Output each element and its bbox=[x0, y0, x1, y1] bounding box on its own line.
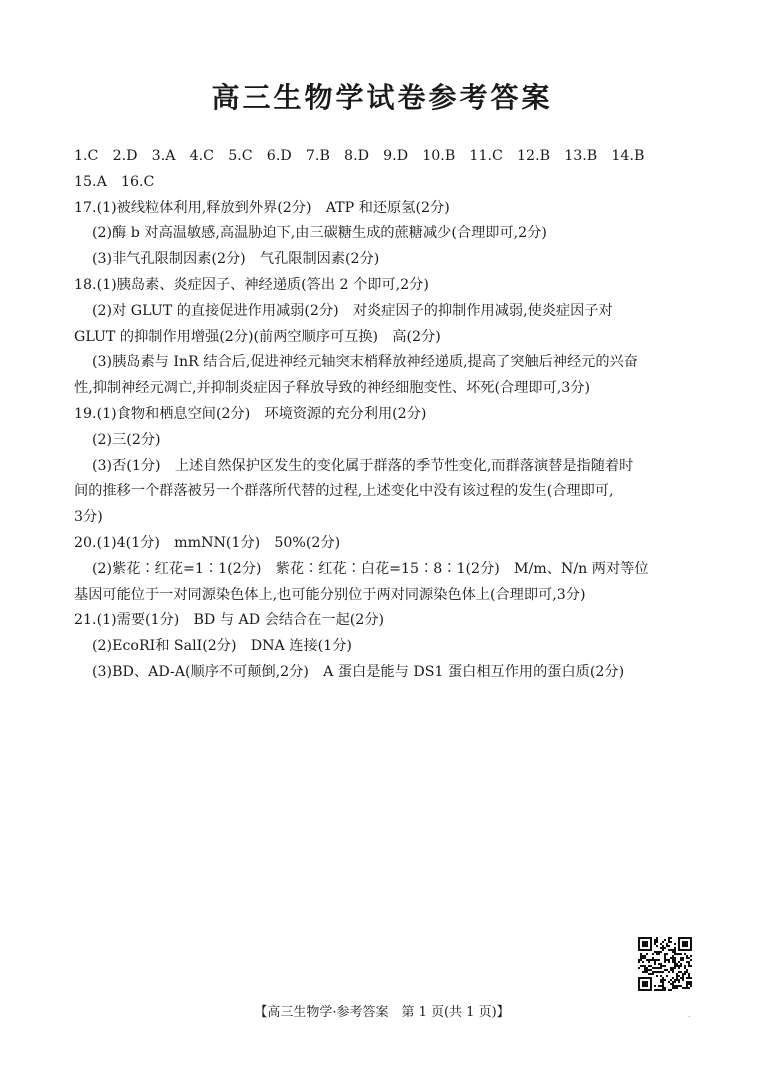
page-footer: 【高三生物学·参考答案 第 1 页(共 1 页)】 bbox=[254, 1005, 510, 1020]
qr-code-image bbox=[638, 937, 692, 991]
answer-line-q19-2: (2)三(2分) bbox=[92, 431, 161, 448]
answer-line-q18-3-cont: 性,抑制神经元凋亡,并抑制炎症因子释放导致的神经细胞变性、坏死(合理即可,3分) bbox=[74, 380, 591, 397]
answer-line-q17-3: (3)非气孔限制因素(2分) 气孔限制因素(2分) bbox=[92, 251, 380, 268]
answer-line-q20-2: (2)紫花∶红花=1∶1(2分) 紫花∶红花∶白花=15∶8∶1(2分) M/m、N/n 两对等位 bbox=[92, 560, 649, 577]
answer-line-q19-3-cont2: 3分) bbox=[74, 509, 103, 526]
answer-line-q19-3: (3)否(1分) 上述自然保护区发生的变化属于群落的季节性变化,而群落演替是指随着时 bbox=[92, 457, 634, 474]
answer-line-q20-2-cont: 基因可能位于一对同源染色体上,也可能分别位于两对同源染色体上(合理即可,3分) bbox=[74, 586, 586, 603]
answer-line-q18-3: (3)胰岛素与 InR 结合后,促进神经元轴突末梢释放神经递质,提高了突触后神经元的兴奋 bbox=[92, 354, 638, 371]
answer-line-mc-1: 1.C 2.D 3.A 4.C 5.C 6.D 7.B 8.D 9.D 10.B 11.C 12.B 13.B 14.B bbox=[74, 148, 645, 164]
answer-content bbox=[74, 144, 704, 686]
answer-line-q21-3: (3)BD、AD-A(顺序不可颠倒,2分) A 蛋白是能与 DS1 蛋白相互作用的蛋白质(2分) bbox=[92, 663, 625, 680]
qr-code bbox=[638, 937, 692, 991]
corner-mark: . bbox=[688, 1010, 691, 1019]
answer-line-q18-1: 18.(1)胰岛素、炎症因子、神经递质(答出 2 个即可,2分) bbox=[74, 276, 429, 293]
answer-line-q17-1: 17.(1)被线粒体利用,释放到外界(2分) ATP 和还原氢(2分) bbox=[74, 199, 450, 216]
answer-line-mc-2: 15.A 16.C bbox=[74, 173, 155, 190]
answer-line-q20-1: 20.(1)4(1分) mmNN(1分) 50%(2分) bbox=[74, 534, 341, 551]
answer-line-q17-2: (2)酶 b 对高温敏感,高温胁迫下,由三碳糖生成的蔗糖减少(合理即可,2分) bbox=[92, 225, 547, 242]
answer-line-q19-3-cont: 间的推移一个群落被另一个群落所代替的过程,上述变化中没有该过程的发生(合理即可, bbox=[74, 483, 614, 500]
page-title: 高三生物学试卷参考答案 bbox=[211, 81, 553, 114]
answer-line-q18-2: (2)对 GLUT 的直接促进作用减弱(2分) 对炎症因子的抑制作用减弱,使炎症因子对 bbox=[92, 302, 613, 319]
answer-line-q21-2: (2)EcoRⅠ和 SalⅠ(2分) DNA 连接(1分) bbox=[92, 638, 352, 655]
answer-line-q21-1: 21.(1)需要(1分) BD 与 AD 会结合在一起(2分) bbox=[74, 612, 385, 629]
answer-line-q19-1: 19.(1)食物和栖息空间(2分) 环境资源的充分利用(2分) bbox=[74, 405, 427, 422]
answer-line-q18-2-cont: GLUT 的抑制作用增强(2分)(前两空顺序可互换) 高(2分) bbox=[74, 328, 441, 345]
